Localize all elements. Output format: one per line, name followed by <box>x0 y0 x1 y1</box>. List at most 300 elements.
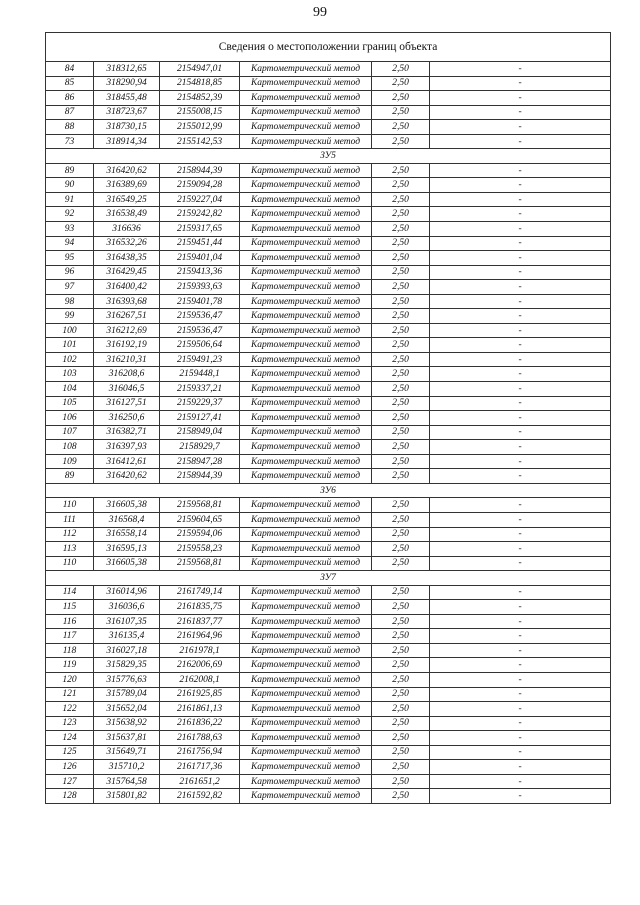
note-cell: - <box>430 745 611 760</box>
accuracy-cell: 2,50 <box>372 207 430 222</box>
accuracy-cell: 2,50 <box>372 352 430 367</box>
accuracy-cell: 2,50 <box>372 105 430 120</box>
y-coordinate-cell: 2159536,47 <box>160 309 240 324</box>
table-row <box>46 585 611 600</box>
method-cell: Картометрический метод <box>240 382 372 397</box>
point-number-cell: 94 <box>46 236 94 251</box>
accuracy-cell: 2,50 <box>372 687 430 702</box>
y-coordinate-cell: 2159568,81 <box>160 556 240 571</box>
x-coordinate-cell: 315652,04 <box>94 702 160 717</box>
y-coordinate-cell: 2159094,28 <box>160 178 240 193</box>
x-coordinate-cell: 316605,38 <box>94 556 160 571</box>
point-number-cell: 86 <box>46 91 94 106</box>
accuracy-cell: 2,50 <box>372 178 430 193</box>
table-row <box>46 629 611 644</box>
note-cell: - <box>430 658 611 673</box>
point-number-cell: 125 <box>46 745 94 760</box>
point-number-cell: 126 <box>46 760 94 775</box>
x-coordinate-cell: 316250,6 <box>94 411 160 426</box>
method-cell: Картометрический метод <box>240 251 372 266</box>
x-coordinate-cell: 316595,13 <box>94 542 160 557</box>
accuracy-cell: 2,50 <box>372 411 430 426</box>
table-row <box>46 367 611 382</box>
table-row <box>46 222 611 237</box>
x-coordinate-cell: 316420,62 <box>94 469 160 484</box>
point-number-cell: 105 <box>46 396 94 411</box>
y-coordinate-cell: 2159568,81 <box>160 498 240 513</box>
method-cell: Картометрический метод <box>240 716 372 731</box>
y-coordinate-cell: 2155012,99 <box>160 120 240 135</box>
table-row <box>46 105 611 120</box>
note-cell: - <box>430 352 611 367</box>
accuracy-cell: 2,50 <box>372 542 430 557</box>
table-row <box>46 643 611 658</box>
point-number-cell: 99 <box>46 309 94 324</box>
table-row <box>46 163 611 178</box>
note-cell: - <box>430 760 611 775</box>
note-cell: - <box>430 251 611 266</box>
y-coordinate-cell: 2155008,15 <box>160 105 240 120</box>
x-coordinate-cell: 318723,67 <box>94 105 160 120</box>
method-cell: Картометрический метод <box>240 498 372 513</box>
method-cell: Картометрический метод <box>240 265 372 280</box>
table-row <box>46 91 611 106</box>
y-coordinate-cell: 2159594,06 <box>160 527 240 542</box>
table-row <box>46 440 611 455</box>
point-number-cell: 109 <box>46 454 94 469</box>
point-number-cell: 102 <box>46 352 94 367</box>
table-row <box>46 774 611 789</box>
accuracy-cell: 2,50 <box>372 192 430 207</box>
method-cell: Картометрический метод <box>240 178 372 193</box>
x-coordinate-cell: 318312,65 <box>94 62 160 77</box>
y-coordinate-cell: 2161717,36 <box>160 760 240 775</box>
note-cell: - <box>430 163 611 178</box>
note-cell: - <box>430 411 611 426</box>
y-coordinate-cell: 2159558,23 <box>160 542 240 557</box>
table-row <box>46 716 611 731</box>
x-coordinate-cell: 316389,69 <box>94 178 160 193</box>
table-row <box>46 512 611 527</box>
table-row <box>46 134 611 149</box>
method-cell: Картометрический метод <box>240 454 372 469</box>
point-number-cell: 112 <box>46 527 94 542</box>
x-coordinate-cell: 318290,94 <box>94 76 160 91</box>
point-number-cell: 110 <box>46 556 94 571</box>
section-header-row <box>46 483 611 498</box>
method-cell: Картометрический метод <box>240 396 372 411</box>
table-row <box>46 745 611 760</box>
y-coordinate-cell: 2161861,13 <box>160 702 240 717</box>
x-coordinate-cell: 316568,4 <box>94 512 160 527</box>
y-coordinate-cell: 2159536,47 <box>160 323 240 338</box>
x-coordinate-cell: 316420,62 <box>94 163 160 178</box>
x-coordinate-cell: 315710,2 <box>94 760 160 775</box>
point-number-cell: 107 <box>46 425 94 440</box>
x-coordinate-cell: 316549,25 <box>94 192 160 207</box>
method-cell: Картометрический метод <box>240 687 372 702</box>
x-coordinate-cell: 315776,63 <box>94 672 160 687</box>
point-number-cell: 115 <box>46 600 94 615</box>
accuracy-cell: 2,50 <box>372 702 430 717</box>
note-cell: - <box>430 120 611 135</box>
method-cell: Картометрический метод <box>240 134 372 149</box>
x-coordinate-cell: 315829,35 <box>94 658 160 673</box>
point-number-cell: 96 <box>46 265 94 280</box>
note-cell: - <box>430 556 611 571</box>
y-coordinate-cell: 2159401,78 <box>160 294 240 309</box>
section-label: ЗУ7 <box>46 571 611 586</box>
x-coordinate-cell: 316538,49 <box>94 207 160 222</box>
accuracy-cell: 2,50 <box>372 323 430 338</box>
table-row <box>46 672 611 687</box>
point-number-cell: 100 <box>46 323 94 338</box>
point-number-cell: 101 <box>46 338 94 353</box>
note-cell: - <box>430 323 611 338</box>
table-row <box>46 280 611 295</box>
y-coordinate-cell: 2159401,04 <box>160 251 240 266</box>
method-cell: Картометрический метод <box>240 294 372 309</box>
method-cell: Картометрический метод <box>240 323 372 338</box>
method-cell: Картометрический метод <box>240 105 372 120</box>
point-number-cell: 127 <box>46 774 94 789</box>
method-cell: Картометрический метод <box>240 280 372 295</box>
coordinates-table <box>45 32 611 804</box>
table-row <box>46 323 611 338</box>
y-coordinate-cell: 2159317,65 <box>160 222 240 237</box>
note-cell: - <box>430 512 611 527</box>
point-number-cell: 111 <box>46 512 94 527</box>
note-cell: - <box>430 105 611 120</box>
section-header-row <box>46 149 611 164</box>
table-row <box>46 498 611 513</box>
note-cell: - <box>430 178 611 193</box>
point-number-cell: 89 <box>46 163 94 178</box>
accuracy-cell: 2,50 <box>372 643 430 658</box>
method-cell: Картометрический метод <box>240 192 372 207</box>
point-number-cell: 122 <box>46 702 94 717</box>
x-coordinate-cell: 316046,5 <box>94 382 160 397</box>
table-row <box>46 731 611 746</box>
note-cell: - <box>430 192 611 207</box>
x-coordinate-cell: 318730,15 <box>94 120 160 135</box>
table-row <box>46 411 611 426</box>
table-row <box>46 687 611 702</box>
note-cell: - <box>430 222 611 237</box>
point-number-cell: 97 <box>46 280 94 295</box>
accuracy-cell: 2,50 <box>372 585 430 600</box>
note-cell: - <box>430 91 611 106</box>
method-cell: Картометрический метод <box>240 629 372 644</box>
x-coordinate-cell: 316135,4 <box>94 629 160 644</box>
point-number-cell: 121 <box>46 687 94 702</box>
section-label: ЗУ5 <box>46 149 611 164</box>
y-coordinate-cell: 2159393,63 <box>160 280 240 295</box>
note-cell: - <box>430 62 611 77</box>
x-coordinate-cell: 316107,35 <box>94 614 160 629</box>
method-cell: Картометрический метод <box>240 672 372 687</box>
point-number-cell: 87 <box>46 105 94 120</box>
table-row <box>46 236 611 251</box>
point-number-cell: 88 <box>46 120 94 135</box>
accuracy-cell: 2,50 <box>372 338 430 353</box>
x-coordinate-cell: 316532,26 <box>94 236 160 251</box>
y-coordinate-cell: 2158947,28 <box>160 454 240 469</box>
table-row <box>46 62 611 77</box>
table-row <box>46 469 611 484</box>
point-number-cell: 117 <box>46 629 94 644</box>
method-cell: Картометрический метод <box>240 163 372 178</box>
note-cell: - <box>430 542 611 557</box>
method-cell: Картометрический метод <box>240 585 372 600</box>
accuracy-cell: 2,50 <box>372 134 430 149</box>
accuracy-cell: 2,50 <box>372 716 430 731</box>
point-number-cell: 98 <box>46 294 94 309</box>
y-coordinate-cell: 2161978,1 <box>160 643 240 658</box>
note-cell: - <box>430 629 611 644</box>
y-coordinate-cell: 2161651,2 <box>160 774 240 789</box>
method-cell: Картометрический метод <box>240 658 372 673</box>
method-cell: Картометрический метод <box>240 745 372 760</box>
x-coordinate-cell: 316412,61 <box>94 454 160 469</box>
y-coordinate-cell: 2159413,36 <box>160 265 240 280</box>
accuracy-cell: 2,50 <box>372 367 430 382</box>
accuracy-cell: 2,50 <box>372 62 430 77</box>
table-row <box>46 120 611 135</box>
x-coordinate-cell: 316605,38 <box>94 498 160 513</box>
point-number-cell: 116 <box>46 614 94 629</box>
accuracy-cell: 2,50 <box>372 396 430 411</box>
method-cell: Картометрический метод <box>240 527 372 542</box>
y-coordinate-cell: 2161756,94 <box>160 745 240 760</box>
method-cell: Картометрический метод <box>240 600 372 615</box>
method-cell: Картометрический метод <box>240 222 372 237</box>
x-coordinate-cell: 316397,93 <box>94 440 160 455</box>
method-cell: Картометрический метод <box>240 774 372 789</box>
note-cell: - <box>430 309 611 324</box>
accuracy-cell: 2,50 <box>372 280 430 295</box>
y-coordinate-cell: 2162008,1 <box>160 672 240 687</box>
method-cell: Картометрический метод <box>240 236 372 251</box>
table-row <box>46 382 611 397</box>
y-coordinate-cell: 2154852,39 <box>160 91 240 106</box>
note-cell: - <box>430 382 611 397</box>
point-number-cell: 120 <box>46 672 94 687</box>
note-cell: - <box>430 672 611 687</box>
accuracy-cell: 2,50 <box>372 527 430 542</box>
method-cell: Картометрический метод <box>240 731 372 746</box>
method-cell: Картометрический метод <box>240 789 372 804</box>
y-coordinate-cell: 2161837,77 <box>160 614 240 629</box>
x-coordinate-cell: 316393,68 <box>94 294 160 309</box>
method-cell: Картометрический метод <box>240 76 372 91</box>
method-cell: Картометрический метод <box>240 643 372 658</box>
method-cell: Картометрический метод <box>240 425 372 440</box>
y-coordinate-cell: 2162006,69 <box>160 658 240 673</box>
point-number-cell: 110 <box>46 498 94 513</box>
point-number-cell: 119 <box>46 658 94 673</box>
method-cell: Картометрический метод <box>240 207 372 222</box>
table-row <box>46 702 611 717</box>
note-cell: - <box>430 643 611 658</box>
method-cell: Картометрический метод <box>240 760 372 775</box>
accuracy-cell: 2,50 <box>372 222 430 237</box>
accuracy-cell: 2,50 <box>372 600 430 615</box>
method-cell: Картометрический метод <box>240 352 372 367</box>
x-coordinate-cell: 316429,45 <box>94 265 160 280</box>
point-number-cell: 104 <box>46 382 94 397</box>
x-coordinate-cell: 316027,18 <box>94 643 160 658</box>
point-number-cell: 90 <box>46 178 94 193</box>
method-cell: Картометрический метод <box>240 91 372 106</box>
x-coordinate-cell: 315789,04 <box>94 687 160 702</box>
note-cell: - <box>430 294 611 309</box>
x-coordinate-cell: 316400,42 <box>94 280 160 295</box>
point-number-cell: 103 <box>46 367 94 382</box>
accuracy-cell: 2,50 <box>372 760 430 775</box>
y-coordinate-cell: 2159604,65 <box>160 512 240 527</box>
y-coordinate-cell: 2159242,82 <box>160 207 240 222</box>
point-number-cell: 113 <box>46 542 94 557</box>
point-number-cell: 84 <box>46 62 94 77</box>
note-cell: - <box>430 207 611 222</box>
note-cell: - <box>430 134 611 149</box>
table-title-row <box>46 33 611 62</box>
coordinates-table-body <box>46 33 611 804</box>
table-row <box>46 251 611 266</box>
table-row <box>46 556 611 571</box>
point-number-cell: 89 <box>46 469 94 484</box>
accuracy-cell: 2,50 <box>372 629 430 644</box>
point-number-cell: 92 <box>46 207 94 222</box>
table-row <box>46 178 611 193</box>
table-row <box>46 207 611 222</box>
accuracy-cell: 2,50 <box>372 731 430 746</box>
y-coordinate-cell: 2159229,37 <box>160 396 240 411</box>
y-coordinate-cell: 2161964,96 <box>160 629 240 644</box>
x-coordinate-cell: 316127,51 <box>94 396 160 411</box>
point-number-cell: 95 <box>46 251 94 266</box>
method-cell: Картометрический метод <box>240 702 372 717</box>
accuracy-cell: 2,50 <box>372 251 430 266</box>
note-cell: - <box>430 469 611 484</box>
accuracy-cell: 2,50 <box>372 309 430 324</box>
accuracy-cell: 2,50 <box>372 789 430 804</box>
accuracy-cell: 2,50 <box>372 658 430 673</box>
note-cell: - <box>430 614 611 629</box>
x-coordinate-cell: 315801,82 <box>94 789 160 804</box>
note-cell: - <box>430 425 611 440</box>
page-number: 99 <box>313 5 327 20</box>
x-coordinate-cell: 315638,92 <box>94 716 160 731</box>
point-number-cell: 123 <box>46 716 94 731</box>
method-cell: Картометрический метод <box>240 512 372 527</box>
y-coordinate-cell: 2161592,82 <box>160 789 240 804</box>
y-coordinate-cell: 2161788,63 <box>160 731 240 746</box>
accuracy-cell: 2,50 <box>372 265 430 280</box>
y-coordinate-cell: 2161835,75 <box>160 600 240 615</box>
accuracy-cell: 2,50 <box>372 163 430 178</box>
accuracy-cell: 2,50 <box>372 556 430 571</box>
x-coordinate-cell: 316636 <box>94 222 160 237</box>
method-cell: Картометрический метод <box>240 469 372 484</box>
method-cell: Картометрический метод <box>240 120 372 135</box>
note-cell: - <box>430 716 611 731</box>
table-row <box>46 600 611 615</box>
table-row <box>46 454 611 469</box>
section-header-row <box>46 571 611 586</box>
point-number-cell: 108 <box>46 440 94 455</box>
x-coordinate-cell: 316192,19 <box>94 338 160 353</box>
accuracy-cell: 2,50 <box>372 120 430 135</box>
note-cell: - <box>430 236 611 251</box>
table-row <box>46 425 611 440</box>
accuracy-cell: 2,50 <box>372 294 430 309</box>
y-coordinate-cell: 2161925,85 <box>160 687 240 702</box>
y-coordinate-cell: 2158944,39 <box>160 469 240 484</box>
accuracy-cell: 2,50 <box>372 498 430 513</box>
x-coordinate-cell: 316438,35 <box>94 251 160 266</box>
table-row <box>46 338 611 353</box>
y-coordinate-cell: 2161836,22 <box>160 716 240 731</box>
accuracy-cell: 2,50 <box>372 469 430 484</box>
accuracy-cell: 2,50 <box>372 76 430 91</box>
x-coordinate-cell: 316212,69 <box>94 323 160 338</box>
y-coordinate-cell: 2158944,39 <box>160 163 240 178</box>
note-cell: - <box>430 440 611 455</box>
point-number-cell: 85 <box>46 76 94 91</box>
point-number-cell: 118 <box>46 643 94 658</box>
method-cell: Картометрический метод <box>240 309 372 324</box>
table-row <box>46 614 611 629</box>
table-row <box>46 658 611 673</box>
accuracy-cell: 2,50 <box>372 91 430 106</box>
point-number-cell: 124 <box>46 731 94 746</box>
accuracy-cell: 2,50 <box>372 745 430 760</box>
y-coordinate-cell: 2161749,14 <box>160 585 240 600</box>
note-cell: - <box>430 731 611 746</box>
note-cell: - <box>430 585 611 600</box>
method-cell: Картометрический метод <box>240 62 372 77</box>
x-coordinate-cell: 315649,71 <box>94 745 160 760</box>
table-row <box>46 294 611 309</box>
x-coordinate-cell: 316036,6 <box>94 600 160 615</box>
point-number-cell: 114 <box>46 585 94 600</box>
point-number-cell: 93 <box>46 222 94 237</box>
x-coordinate-cell: 318455,48 <box>94 91 160 106</box>
x-coordinate-cell: 315637,81 <box>94 731 160 746</box>
accuracy-cell: 2,50 <box>372 672 430 687</box>
x-coordinate-cell: 315764,58 <box>94 774 160 789</box>
y-coordinate-cell: 2159337,21 <box>160 382 240 397</box>
accuracy-cell: 2,50 <box>372 614 430 629</box>
accuracy-cell: 2,50 <box>372 425 430 440</box>
table-row <box>46 396 611 411</box>
note-cell: - <box>430 265 611 280</box>
table-row <box>46 76 611 91</box>
point-number-cell: 73 <box>46 134 94 149</box>
note-cell: - <box>430 76 611 91</box>
note-cell: - <box>430 527 611 542</box>
table-row <box>46 760 611 775</box>
note-cell: - <box>430 367 611 382</box>
accuracy-cell: 2,50 <box>372 512 430 527</box>
point-number-cell: 128 <box>46 789 94 804</box>
section-label: ЗУ6 <box>46 483 611 498</box>
accuracy-cell: 2,50 <box>372 382 430 397</box>
x-coordinate-cell: 316208,6 <box>94 367 160 382</box>
note-cell: - <box>430 396 611 411</box>
